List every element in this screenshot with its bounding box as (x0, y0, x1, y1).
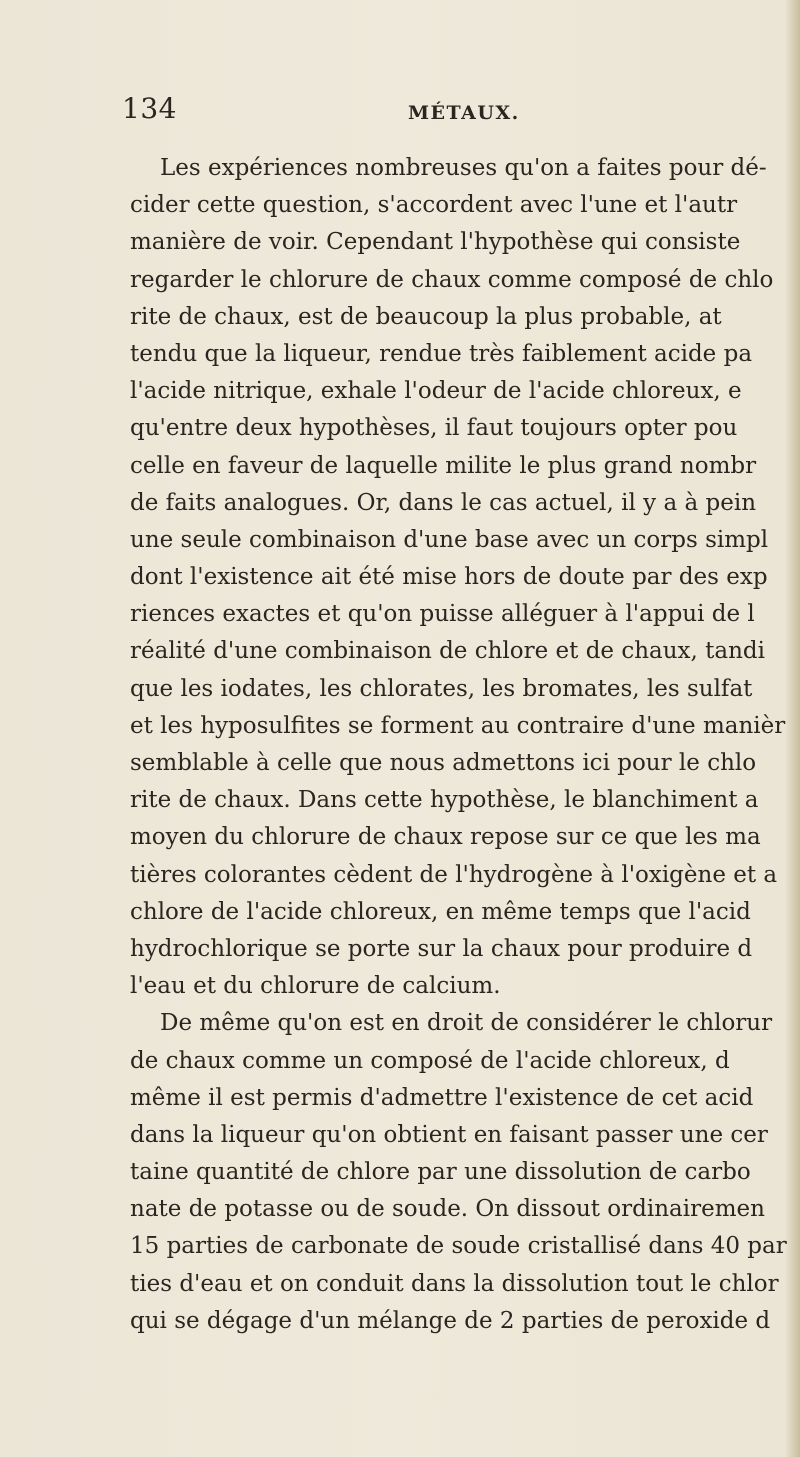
text-line: rite de chaux. Dans cette hypothèse, le blanchiment a (130, 787, 759, 814)
running-head: MÉTAUX. (408, 102, 520, 124)
text-line: qu'entre deux hypothèses, il faut toujours opter pou (130, 415, 738, 442)
text-line: l'eau et du chlorure de calcium. (130, 973, 501, 1000)
text-line: qui se dégage d'un mélange de 2 parties de peroxide d (130, 1307, 771, 1334)
text-line: 15 parties de carbonate de soude cristallisé dans 40 par (130, 1233, 787, 1260)
text-line: taine quantité de chlore par une dissolution de carbo (130, 1159, 751, 1186)
text-line: réalité d'une combinaison de chlore et de chaux, tandi (130, 638, 765, 665)
text-line: tières colorantes cèdent de l'hydrogène à l'oxigène et a (130, 861, 778, 888)
page-number: 134 (122, 92, 177, 125)
text-line: cider cette question, s'accordent avec l'une et l'autr (130, 192, 738, 219)
text-line: rite de chaux, est de beaucoup la plus probable, at (130, 303, 722, 330)
text-line: riences exactes et qu'on puisse alléguer à l'appui de l (130, 601, 755, 628)
page-header (122, 92, 782, 132)
text-line: Les expériences nombreuses qu'on a faites pour dé- (160, 155, 767, 181)
text-line: une seule combinaison d'une base avec un corps simpl (130, 526, 769, 553)
text-line: manière de voir. Cependant l'hypothèse qui consiste (130, 229, 741, 256)
text-line: dont l'existence ait été mise hors de doute par des exp (130, 564, 768, 591)
text-line: même il est permis d'admettre l'existence de cet acid (130, 1084, 754, 1111)
text-line: ties d'eau et on conduit dans la dissolution tout le chlor (130, 1270, 779, 1297)
text-line: de chaux comme un composé de l'acide chloreux, d (130, 1047, 730, 1074)
text-line: De même qu'on est en droit de considérer le chlorur (160, 1010, 773, 1037)
text-line: et les hyposulfites se forment au contraire d'une manièr (130, 712, 786, 739)
body-text (130, 150, 792, 1340)
text-line: moyen du chlorure de chaux repose sur ce que les ma (130, 824, 761, 851)
text-line: regarder le chlorure de chaux comme composé de chlo (130, 266, 774, 293)
text-line: hydrochlorique se porte sur la chaux pour produire d (130, 935, 753, 962)
text-line: que les iodates, les chlorates, les bromates, les sulfat (130, 675, 753, 702)
text-line: de faits analogues. Or, dans le cas actuel, il y a à pein (130, 489, 757, 516)
text-line: chlore de l'acide chloreux, en même temps que l'acid (130, 898, 751, 925)
text-line: tendu que la liqueur, rendue très faiblement acide pa (130, 340, 753, 367)
text-line: celle en faveur de laquelle milite le plus grand nombr (130, 452, 757, 479)
text-line: l'acide nitrique, exhale l'odeur de l'acide chloreux, e (130, 378, 742, 405)
text-line: dans la liqueur qu'on obtient en faisant passer une cer (130, 1121, 768, 1148)
text-line: semblable à celle que nous admettons ici pour le chlo (130, 750, 757, 776)
text-line: nate de potasse ou de soude. On dissout ordinairemen (130, 1196, 765, 1223)
